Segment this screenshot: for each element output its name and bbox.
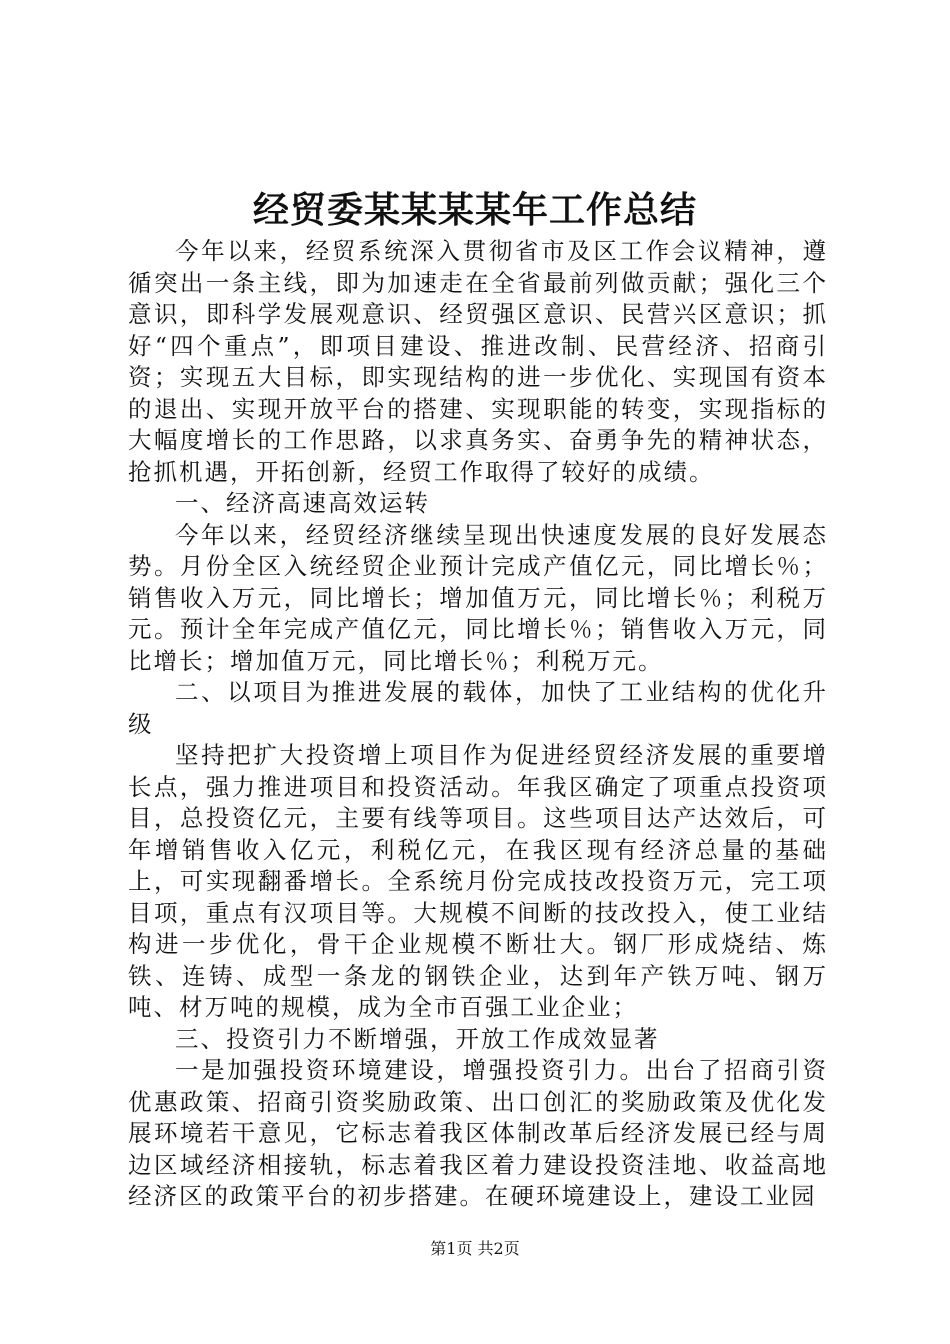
section-heading-3: 三、投资引力不断增强，开放工作成效显著 — [175, 1024, 660, 1053]
section-3-paragraph: 一是加强投资环境建设，增强投资引力。出台了招商引资优惠政策、招商引资奖励政策、出口创汇的奖励政策及优化发展环境若干意见，它标志着我区体制改革后经济发展已经与周边区域经济相接轨，标志着我区着力建设投资洼地、收益高地经济区的政策平台的初步搭建。在硬环境建设上，建设工业园 — [128, 1056, 828, 1210]
section-1-paragraph: 今年以来，经贸经济继续呈现出快速度发展的良好发展态势。月份全区入统经贸企业预计完成产值亿元，同比增长％；销售收入万元，同比增长；增加值万元，同比增长％；利税万元。预计全年完成产值亿元，同比增长％；销售收入万元，同比增长；增加值万元，同比增长％；利税万元。 — [128, 520, 828, 675]
intro-paragraph: 今年以来，经贸系统深入贯彻省市及区工作会议精神，遵循突出一条主线，即为加速走在全省最前列做贡献；强化三个意识，即科学发展观意识、经贸强区意识、民营兴区意识；抓好“四个重点”，即项目建设、推进改制、民营经济、招商引资；实现五大目标，即实现结构的进一步优化、实现国有资本的退出、实现开放平台的搭建、实现职能的转变，实现指标的大幅度增长的工作思路，以求真务实、奋勇争先的精神状态，抢抓机遇，开拓创新，经贸工作取得了较好的成绩。 — [128, 237, 828, 486]
document-body — [128, 236, 828, 1213]
document-title: 经贸委某某某某年工作总结 — [252, 189, 697, 231]
section-heading-2: 二、以项目为推进发展的载体，加快了工业结构的优化升级 — [128, 678, 828, 738]
section-heading-1: 一、经济高速高效运转 — [175, 489, 430, 517]
page-number-footer: 第1页 共2页 — [430, 1239, 520, 1258]
section-2-paragraph: 坚持把扩大投资增上项目作为促进经贸经济发展的重要增长点，强力推进项目和投资活动。年我区确定了项重点投资项目，总投资亿元，主要有线等项目。这些项目达产达效后，可年增销售收入亿元，利税亿元，在我区现有经济总量的基础上，可实现翻番增长。全系统月份完成技改投资万元，完工项目项，重点有汉项目等。大规模不间断的技改投入，使工业结构进一步优化，骨干企业规模不断壮大。钢厂形成烧结、炼铁、连铸、成型一条龙的钢铁企业，达到年产铁万吨、钢万吨、材万吨的规模，成为全市百强工业企业； — [128, 741, 828, 1021]
